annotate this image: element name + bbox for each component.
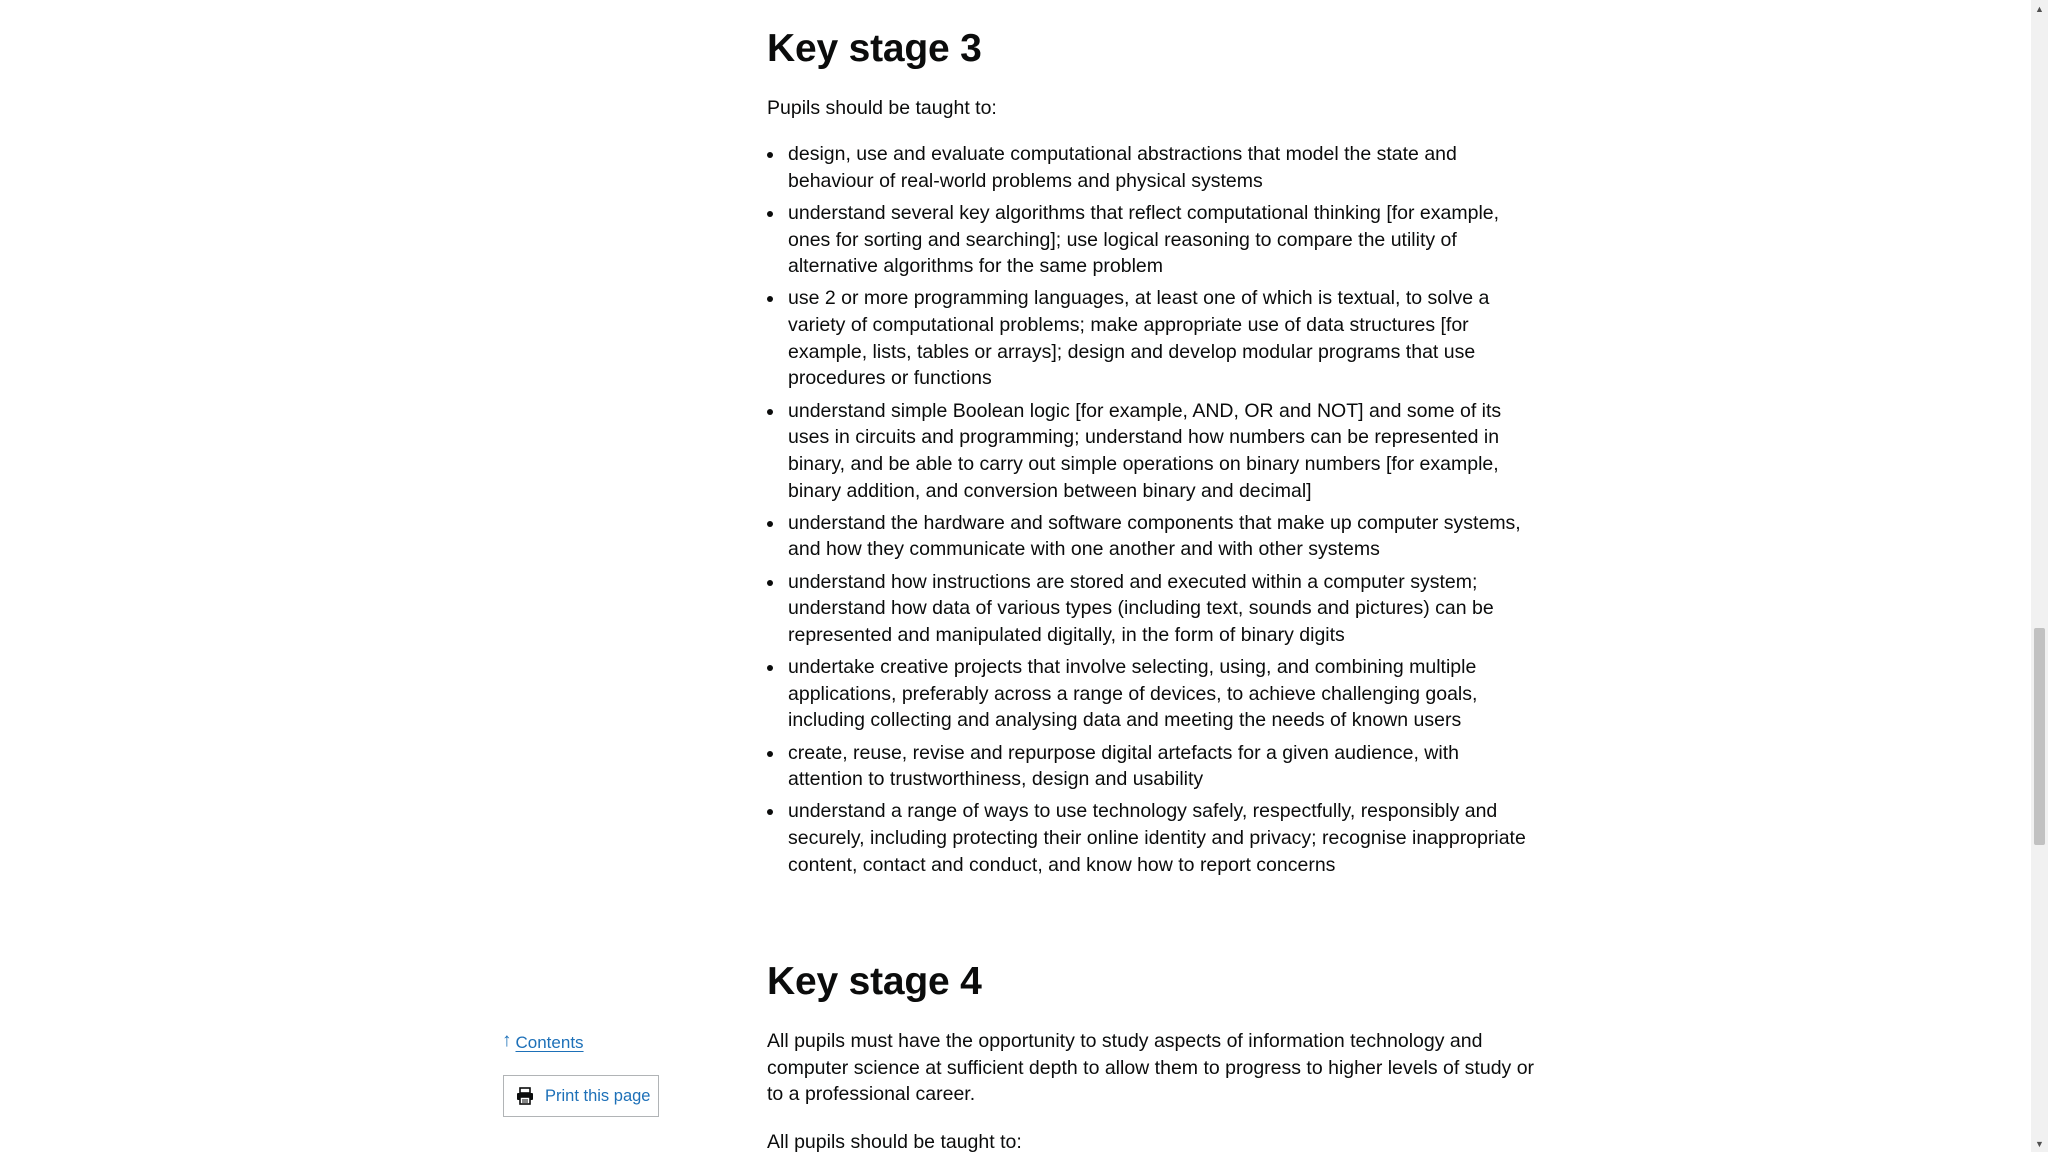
bullet-icon: [767, 580, 773, 586]
key-stage-4-heading: Key stage 4: [767, 960, 982, 1003]
list-item: [767, 285, 1537, 392]
key-stage-4-paragraph: All pupils must have the opportunity to study aspects of information technology and computer science at sufficient depth to allow them to progress to higher levels of study or to a professional career.: [767, 1030, 1535, 1106]
list-item: [767, 740, 1537, 793]
key-stage-3-list: [767, 141, 1537, 884]
key-stage-3-intro: Pupils should be taught to:: [767, 97, 997, 119]
list-item-text: undertake creative projects that involve selecting, using, and combining multiple applications, preferably across a range of devices, to achieve challenging goals, including collecting and analysing data and meeting the needs of known users: [788, 656, 1478, 732]
bullet-icon: [767, 809, 773, 815]
list-item: [767, 510, 1537, 563]
bullet-icon: [767, 296, 773, 302]
list-item: [767, 654, 1537, 734]
vertical-scrollbar[interactable]: [2031, 0, 2048, 1152]
list-item-text: design, use and evaluate computational abstractions that model the state and behaviour of real-world problems and physical systems: [788, 143, 1457, 192]
list-item-text: understand the hardware and software components that make up computer systems, and how they communicate with one another and with other systems: [788, 511, 1521, 561]
contents-link[interactable]: [502, 1029, 584, 1053]
list-item: [767, 398, 1537, 505]
key-stage-4-intro: All pupils should be taught to:: [767, 1131, 1022, 1152]
scroll-down-icon[interactable]: ▼: [2035, 1138, 2044, 1149]
list-item-text: understand several key algorithms that reflect computational thinking [for example, ones for sorting and searching]; use logical reasoning to compare the utility of alternative algorithms for the same problem: [788, 201, 1500, 278]
list-item-text: create, reuse, revise and repurpose digital artefacts for a given audience, with attention to trustworthiness, design and usability: [788, 741, 1459, 791]
bullet-icon: [767, 751, 773, 757]
print-button[interactable]: [503, 1075, 659, 1117]
contents-link-label: Contents: [515, 1033, 584, 1052]
list-item-text: understand how instructions are stored and executed within a computer system; understand how data of various types (including text, sounds and pictures) can be represented and manipulated digitally, in the form of binary digits: [788, 570, 1494, 646]
print-button-label: Print this page: [545, 1086, 651, 1105]
list-item: [767, 141, 1537, 194]
scrollbar-thumb[interactable]: [2034, 628, 2045, 845]
scroll-up-icon[interactable]: ▲: [2035, 3, 2044, 14]
bullet-icon: [767, 409, 773, 415]
bullet-icon: [767, 211, 773, 217]
printer-icon: [515, 1086, 535, 1106]
list-item: [767, 200, 1537, 280]
bullet-icon: [767, 665, 773, 671]
list-item-text: understand simple Boolean logic [for example, AND, OR and NOT] and some of its uses in circuits and programming; understand how numbers can be represented in binary, and be able to carry out simple operations on binary numbers [for example, binary addition, and conversion between binary and decimal]: [788, 399, 1502, 502]
list-item: [767, 569, 1537, 649]
arrow-up-icon: ↑: [502, 1029, 512, 1051]
list-item: [767, 798, 1537, 878]
list-item-text: use 2 or more programming languages, at least one of which is textual, to solve a variety of computational problems; make appropriate use of data structures [for example, lists, tables or arrays]; design and develop modular programs that use procedures or functions: [788, 287, 1490, 390]
bullet-icon: [767, 152, 773, 158]
key-stage-3-heading: Key stage 3: [767, 27, 982, 70]
list-item-text: understand a range of ways to use technology safely, respectfully, responsibly and securely, including protecting their online identity and privacy; recognise inappropriate content, contact and conduct, and know how to report concerns: [788, 800, 1526, 876]
bullet-icon: [767, 521, 773, 527]
